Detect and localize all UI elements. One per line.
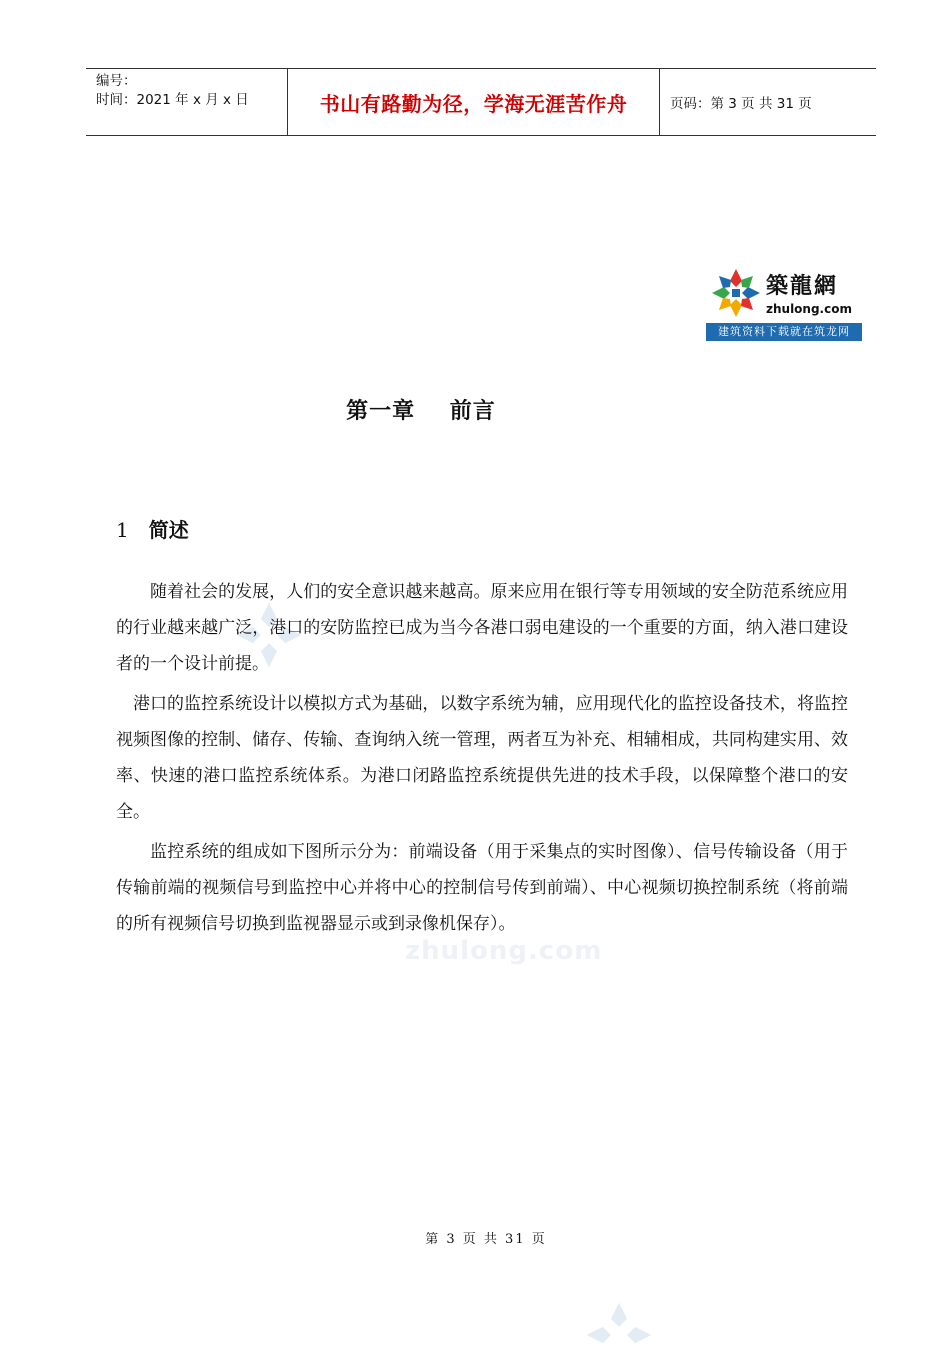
snowflake-logo-icon xyxy=(706,263,766,323)
watermark-snowflake-icon xyxy=(584,1300,654,1370)
logo-text xyxy=(766,263,862,323)
logo-name-cn: 築龍網 xyxy=(766,273,839,299)
zhulong-logo xyxy=(706,263,862,341)
watermark-text: zhulong.com xyxy=(405,936,603,966)
logo-top xyxy=(706,263,862,323)
section-heading xyxy=(116,514,189,543)
chapter-title: 第一章 前言 xyxy=(346,398,496,424)
header-motto: 书山有路勤为径，学海无涯苦作舟 xyxy=(319,91,628,116)
section-number: 1 xyxy=(116,518,129,542)
section-title: 简述 xyxy=(148,518,189,542)
header-page-cell xyxy=(660,69,876,135)
paragraph: 监控系统的组成如下图所示分为：前端设备（用于采集点的实时图像）、信号传输设备（用于传输前端的视频信号到监控中心并将中心的控制信号传到前端）、中心视频切换控制系统（将前端的所有视频信号切换到监视器显示或到录像机保存）。 xyxy=(116,842,848,934)
logo-tagline: 建筑资料下载就在筑龙网 xyxy=(706,323,862,341)
paragraph: 港口的监控系统设计以模拟方式为基础，以数字系统为辅，应用现代化的监控设备技术，将监控视频图像的控制、储存、传输、查询纳入统一管理，两者互为补充、相辅相成，共同构建实用、效率、快速的港口监控系统体系。为港口闭路监控系统提供先进的技术手段，以保障整个港口的安全。 xyxy=(116,694,848,822)
logo-name-en: zhulong.com xyxy=(766,302,852,316)
page-footer: 第 3 页 共 31 页 xyxy=(425,1232,547,1247)
header-page-label: 页码：第 3 页 共 31 页 xyxy=(670,96,812,112)
header-number-label: 编号： xyxy=(96,73,137,89)
header-motto-cell xyxy=(288,69,660,135)
header-meta xyxy=(86,69,288,135)
page-header xyxy=(86,68,876,136)
paragraph: 随着社会的发展，人们的安全意识越来越高。原来应用在银行等专用领域的安全防范系统应用的行业越来越广泛，港口的安防监控已成为当今各港口弱电建设的一个重要的方面，纳入港口建设者的一个设计前提。 xyxy=(116,582,848,674)
header-time-label: 时间：2021 年 x 月 x 日 xyxy=(96,92,249,108)
